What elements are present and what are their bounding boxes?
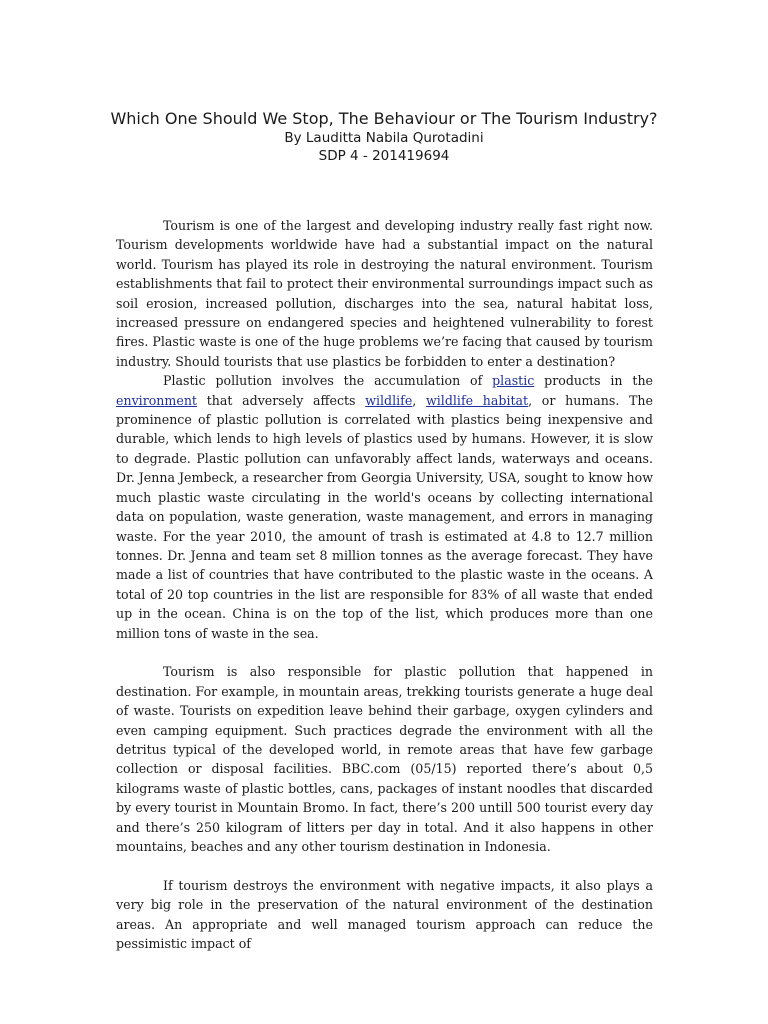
paragraph-1: Tourism is one of the largest and developing industry really fast right now. Tourism developments worldwide have had a substantial impact on the natural world. Tourism has played its role in destroying the natural environment. Tourism establishments that fail to protect their environmental surroundings impact such as soil erosion, increased pollution, discharges into the sea, natural habitat loss, increased pressure on endangered species and heightened vulnerability to forest fires. Plastic waste is one of the huge problems we’re facing that caused by tourism industry. Should tourists that use plastics be forbidden to enter a destination?: [116, 218, 653, 369]
link-wildlife-habitat[interactable]: wildlife habitat: [426, 392, 529, 408]
paragraph-4: If tourism destroys the environment with negative impacts, it also plays a very big role in the preservation of the natural environment of the destination areas. An appropriate and well managed tourism approach can reduce the pessimistic impact of: [116, 877, 653, 951]
paragraph-2-text: products in the: [534, 373, 654, 389]
paragraph-2-text: that adversely affects: [197, 392, 366, 408]
author-byline: By Lauditta Nabila Qurotadini: [284, 130, 484, 146]
paragraph-2-text: ,: [412, 392, 426, 408]
paragraph-2-text: , or humans. The prominence of plastic pollution is correlated with plastics being inexpensive and durable, which lends to high levels of plastics used by humans. However, it is slow to degrade. Plastic pollution can unfavorably affect lands, waterways and oceans. Dr. Jenna Jembeck, a researcher from Georgia University, USA, sought to know how much plastic waste circulating in the world's oceans by collecting international data on population, waste generation, waste management, and errors in managing waste. For the year 2010, the amount of trash is estimated at 4.8 to 12.7 million tonnes. Dr. Jenna and team set 8 million tonnes as the average forecast. They have made a list of countries that have contributed to the plastic waste in the oceans. A total of 20 top countries in the list are responsible for 83% of all waste that ended up in the ocean. China is on the top of the list, which produces more than one million tons of waste in the sea.: [116, 392, 653, 641]
document-body: [116, 216, 653, 953]
link-environment[interactable]: environment: [116, 392, 197, 408]
link-plastic[interactable]: plastic: [492, 373, 535, 389]
link-wildlife[interactable]: wildlife: [365, 392, 413, 408]
paragraph-2-text: Plastic pollution involves the accumulation of: [163, 373, 493, 389]
course-id: SDP 4 - 201419694: [318, 148, 450, 164]
paragraph-3: Tourism is also responsible for plastic pollution that happened in destination. For example, in mountain areas, trekking tourists generate a huge deal of waste. Tourists on expedition leave behind their garbage, oxygen cylinders and even camping equipment. Such practices degrade the environment with all the detritus typical of the developed world, in remote areas that have few garbage collection or disposal facilities. BBC.com (05/15) reported there’s about 0,5 kilograms waste of plastic bottles, cans, packages of instant noodles that discarded by every tourist in Mountain Bromo. In fact, there’s 200 untill 500 tourist every day and there’s 250 kilogram of litters per day in total. And it also happens in other mountains, beaches and any other tourism destination in Indonesia.: [116, 664, 653, 854]
paragraph-2: [116, 371, 653, 643]
document-header: [100, 108, 668, 165]
document-title: Which One Should We Stop, The Behaviour or The Tourism Industry?: [110, 109, 658, 128]
